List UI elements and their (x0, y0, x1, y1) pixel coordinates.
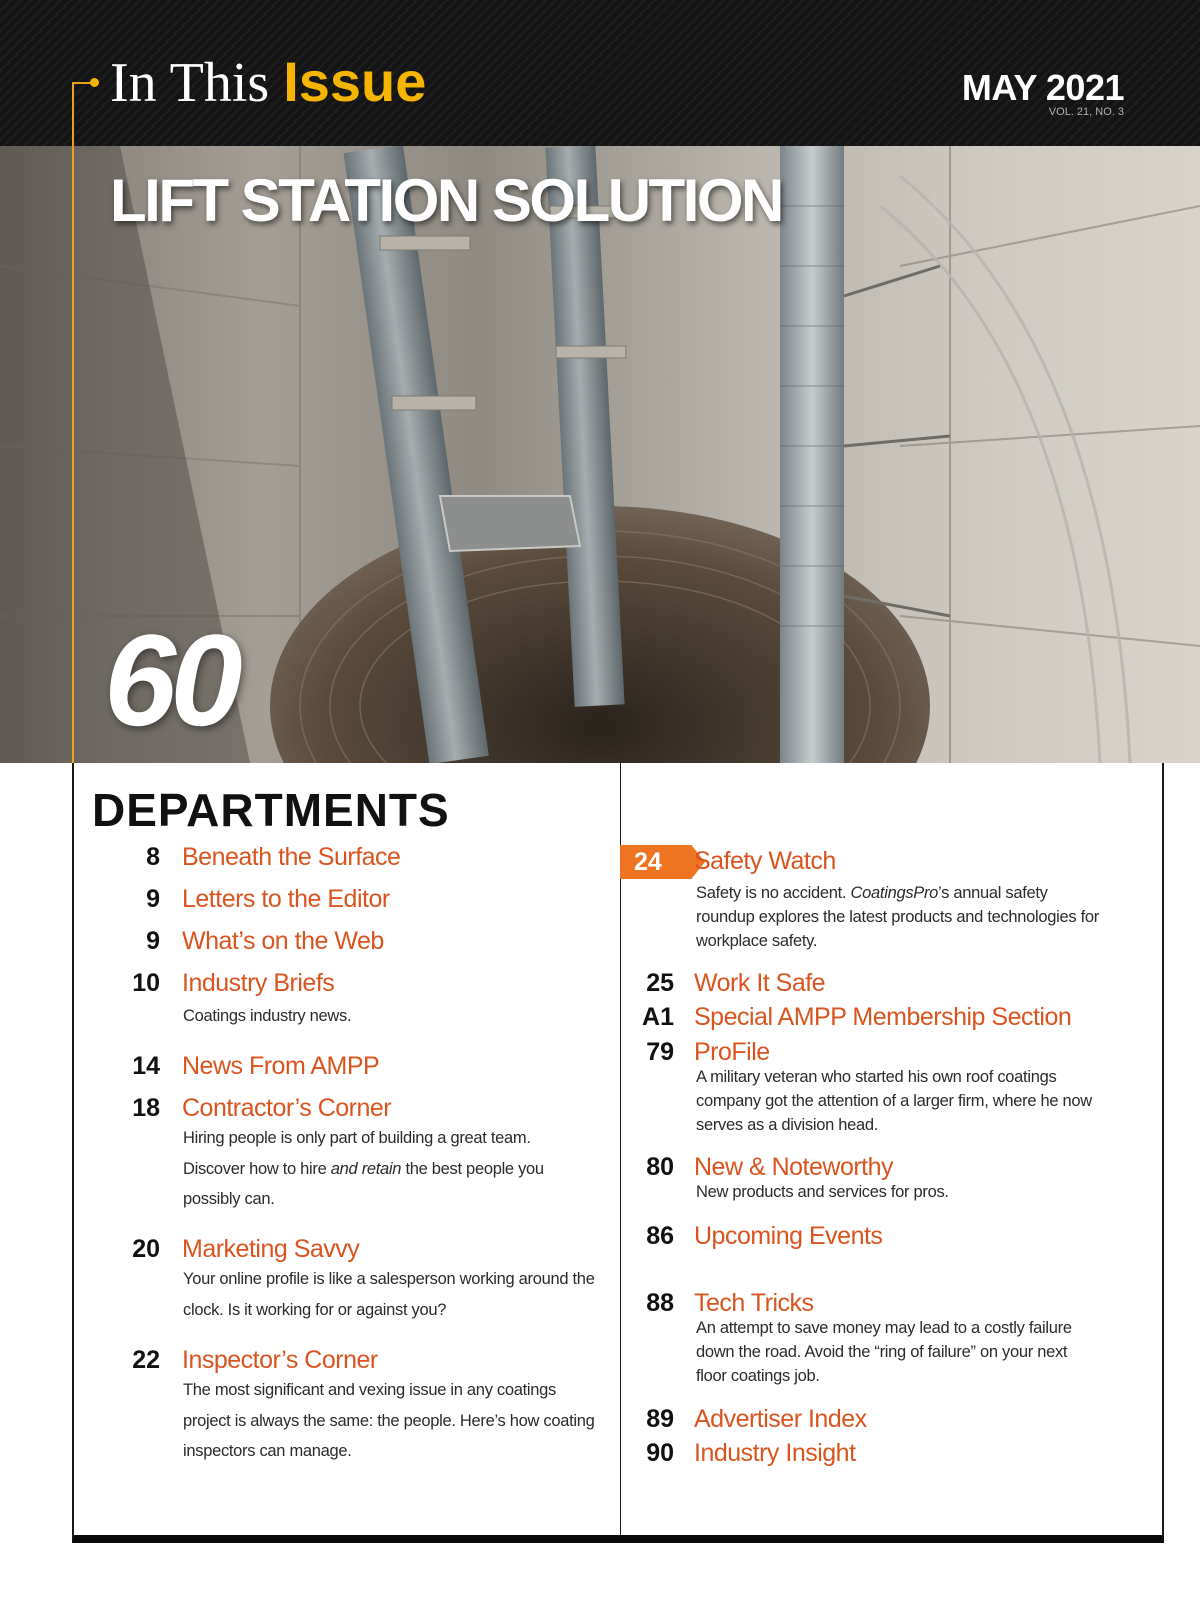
toc-title-link[interactable]: Tech Tricks (694, 1289, 814, 1317)
toc-page-number: 14 (132, 1052, 160, 1080)
toc-page-number: 86 (646, 1222, 674, 1250)
toc-page-number: 22 (132, 1346, 160, 1374)
accent-rule (72, 146, 74, 763)
toc-entry[interactable] (90, 967, 610, 1037)
description-line (183, 1154, 544, 1185)
description-line: Your online profile is like a salesperson working around the (183, 1270, 595, 1288)
toc-description (183, 1375, 595, 1467)
departments-panel (72, 763, 1164, 1543)
description-line: project is always the same: the people. Here’s how coating (183, 1411, 595, 1430)
issue-volume: VOL. 21, NO. 3 (1048, 106, 1124, 118)
toc-page-number: 80 (646, 1153, 674, 1181)
toc-title-link[interactable]: News From AMPP (182, 1052, 380, 1080)
toc-page-number: 88 (646, 1289, 674, 1317)
description-line: New products and services for pros. (696, 1183, 949, 1201)
toc-entry[interactable] (604, 1403, 1144, 1437)
accent-dot (90, 78, 99, 87)
toc-description (696, 1065, 1092, 1137)
description-text: ’s annual safety (938, 884, 1048, 902)
toc-entry[interactable] (90, 1050, 610, 1084)
description-emphasis: and retain (330, 1159, 402, 1178)
description-line: serves as a division head. (696, 1116, 879, 1134)
masthead-bar (0, 0, 1200, 146)
toc-description (183, 1001, 351, 1032)
toc-entry[interactable] (604, 1001, 1144, 1035)
toc-description (183, 1123, 544, 1215)
toc-page-number: 25 (646, 969, 674, 997)
departments-left-column (90, 763, 610, 1523)
toc-entry[interactable] (90, 841, 610, 875)
toc-page-number: 20 (132, 1235, 160, 1263)
section-title-plain: In This (110, 52, 270, 114)
cover-story-page-number: 60 (104, 607, 237, 753)
toc-entry[interactable] (90, 925, 610, 959)
toc-entry[interactable] (604, 1036, 1144, 1146)
description-text: Safety is no accident. (696, 884, 847, 902)
toc-entry[interactable] (604, 1437, 1144, 1471)
toc-title-link[interactable]: What’s on the Web (182, 927, 384, 955)
toc-page-number: 8 (146, 843, 160, 871)
toc-title-link[interactable]: ProFile (694, 1038, 770, 1066)
description-line: roundup explores the latest products and technologies for (696, 908, 1100, 926)
toc-title-link[interactable]: Letters to the Editor (182, 885, 390, 913)
description-line: Hiring people is only part of building a great team. (183, 1129, 531, 1147)
toc-description (696, 1316, 1072, 1388)
toc-title-link[interactable]: Safety Watch (694, 847, 836, 875)
toc-title-link[interactable]: Upcoming Events (694, 1222, 883, 1250)
description-text: Discover how to hire (183, 1159, 327, 1178)
description-line: An attempt to save money may lead to a costly failure (696, 1319, 1072, 1337)
toc-description (696, 1180, 949, 1204)
description-line: Coatings industry news. (183, 1007, 352, 1025)
toc-entry[interactable] (604, 845, 1144, 955)
cover-story-photo (0, 146, 1200, 763)
toc-entry[interactable] (604, 1151, 1144, 1215)
toc-page-number: 79 (646, 1038, 674, 1066)
description-line: floor coatings job. (696, 1367, 820, 1385)
section-title-accent: Issue (283, 50, 427, 113)
toc-entry[interactable] (90, 1344, 610, 1474)
toc-title-link[interactable]: Work It Safe (694, 969, 826, 997)
toc-entry[interactable] (604, 1220, 1144, 1254)
toc-entry[interactable] (90, 883, 610, 917)
cover-story-headline: LIFT STATION SOLUTION (110, 167, 782, 234)
toc-entry[interactable] (604, 967, 1144, 1001)
description-line (696, 881, 1099, 905)
description-text: the best people you (405, 1159, 544, 1178)
description-line: A military veteran who started his own roof coatings (696, 1068, 1057, 1086)
toc-entry[interactable] (90, 1092, 610, 1222)
issue-date: MAY 2021 (961, 67, 1124, 108)
toc-title-link[interactable]: Special AMPP Membership Section (694, 1003, 1072, 1031)
accent-hook (72, 82, 94, 150)
toc-page-number: 89 (646, 1405, 674, 1433)
description-line: clock. Is it working for or against you? (183, 1300, 447, 1319)
departments-right-column (604, 763, 1144, 1523)
toc-title-link[interactable]: New & Noteworthy (694, 1153, 894, 1181)
toc-page-number: 10 (132, 969, 160, 997)
toc-title-link[interactable]: Advertiser Index (694, 1405, 867, 1433)
description-line: down the road. Avoid the “ring of failure” on your next (696, 1343, 1068, 1361)
toc-description (183, 1264, 595, 1325)
featured-page-number: 24 (634, 848, 662, 876)
toc-title-link[interactable]: Inspector’s Corner (182, 1346, 378, 1374)
description-line: company got the attention of a larger firm, where he now (696, 1092, 1092, 1110)
description-line: The most significant and vexing issue in any coatings (183, 1381, 556, 1399)
toc-page-number: 18 (132, 1094, 160, 1122)
toc-title-link[interactable]: Beneath the Surface (182, 843, 401, 871)
toc-entry[interactable] (604, 1287, 1144, 1397)
toc-title-link[interactable]: Industry Briefs (182, 969, 335, 997)
description-line: workplace safety. (696, 932, 818, 950)
section-title (110, 50, 426, 115)
description-line: inspectors can manage. (183, 1442, 352, 1460)
description-line: possibly can. (183, 1190, 275, 1208)
toc-title-link[interactable]: Marketing Savvy (182, 1235, 360, 1263)
toc-description (696, 881, 1099, 953)
toc-title-link[interactable]: Contractor’s Corner (182, 1094, 392, 1122)
toc-page-number: 9 (146, 927, 160, 955)
toc-page-number: 9 (146, 885, 160, 913)
departments-heading: DEPARTMENTS (92, 784, 450, 836)
description-emphasis: CoatingsPro (850, 884, 939, 902)
toc-page-number: A1 (642, 1003, 674, 1031)
toc-entry[interactable] (90, 1233, 610, 1333)
toc-title-link[interactable]: Industry Insight (694, 1439, 856, 1467)
toc-page-number: 90 (646, 1439, 674, 1467)
